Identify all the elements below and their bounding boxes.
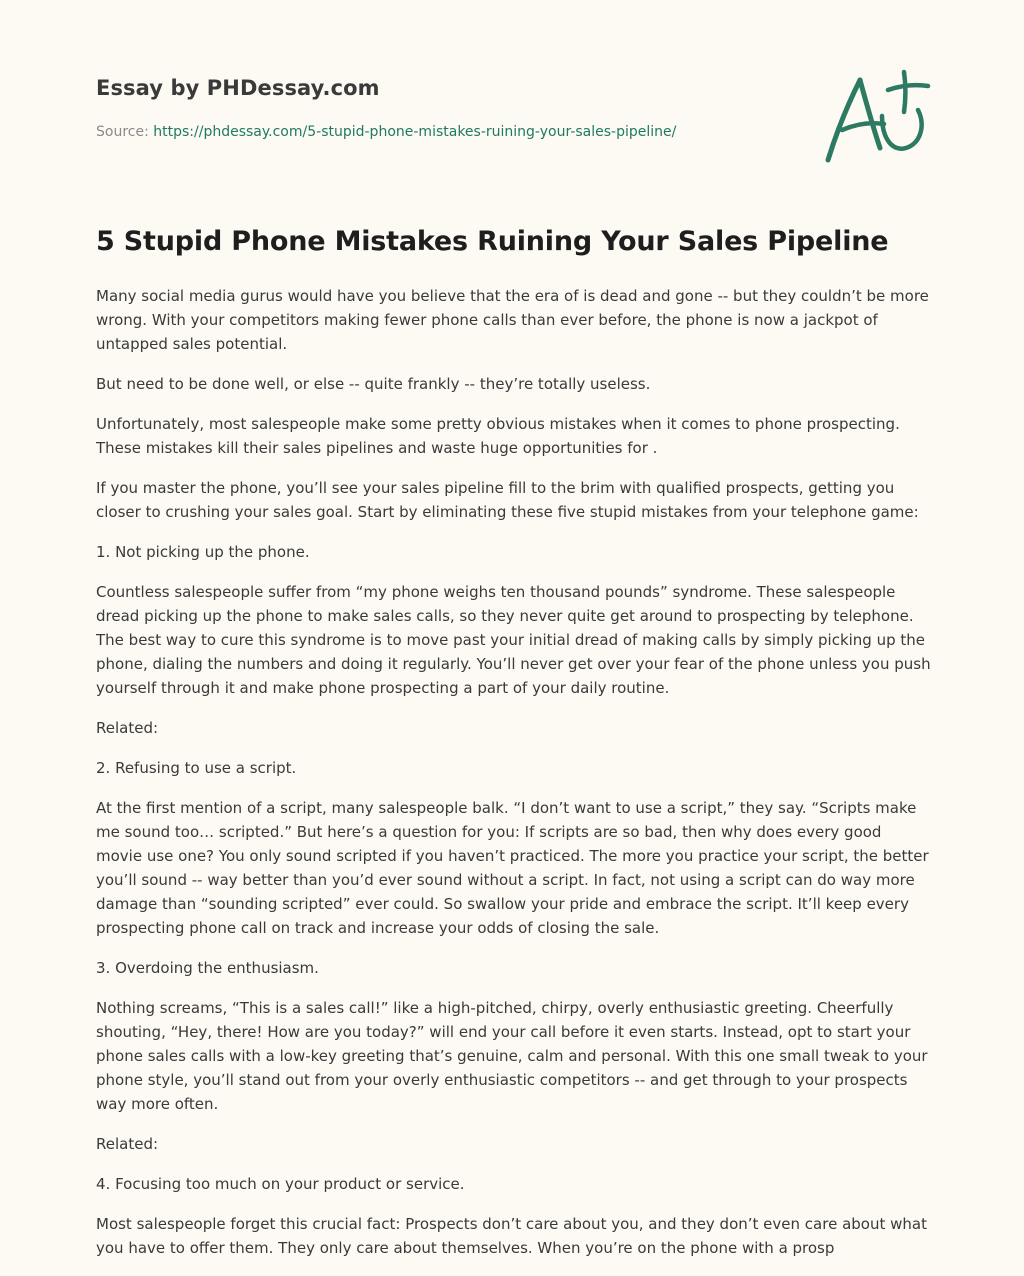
paragraph: At the first mention of a script, many salespeople balk. “I don’t want to use a script,” they say. “Scripts make me sound too… scripted.” But here’s a question for you: If scripts are so bad, then why does every good movie use one? You only sound scripted if you haven’t practiced. The more you practice your script, the better you’ll sound -- way better than you’d ever sound without a script. In fact, not using a script can do way more damage than “sounding scripted” ever could. So swallow your pride and embrace the script. It’ll keep every prospecting phone call on track and increase your odds of closing the sale. xyxy=(96,799,929,937)
section-heading: 4. Focusing too much on your product or service. xyxy=(96,1175,465,1193)
paragraph: Many social media gurus would have you believe that the era of is dead and gone -- but they couldn’t be more wrong. With your competitors making fewer phone calls than ever before, the phone is now a jackpot of untapped sales potential. xyxy=(96,287,929,353)
related-label: Related: xyxy=(96,719,159,737)
related-label: Related: xyxy=(96,1135,159,1153)
paragraph: Countless salespeople suffer from “my phone weighs ten thousand pounds” syndrome. These salespeople dread picking up the phone to make sales calls, so they never quite get around to prospecting by telephone. The best way to cure this syndrome is to move past your initial dread of making calls by simply picking up the phone, dialing the numbers and doing it regularly. You’ll never get over your fear of the phone unless you push yourself through it and make phone prospecting a part of your daily routine. xyxy=(96,583,931,697)
source-label: Source: xyxy=(96,124,149,140)
article-title: 5 Stupid Phone Mistakes Ruining Your Sales Pipeline xyxy=(96,226,889,257)
paragraph: Unfortunately, most salespeople make some pretty obvious mistakes when it comes to phone prospecting. These mistakes kill their sales pipelines and waste huge opportunities for . xyxy=(96,415,900,457)
section-heading: 2. Refusing to use a script. xyxy=(96,759,297,777)
source-link[interactable]: https://phdessay.com/5-stupid-phone-mistakes-ruining-your-sales-pipeline/ xyxy=(153,124,677,140)
article-body xyxy=(96,284,932,1276)
page-header xyxy=(96,0,930,200)
paragraph: Nothing screams, “This is a sales call!” like a high-pitched, chirpy, overly enthusiastic greeting. Cheerfully shouting, “Hey, there! How are you today?” will end your call before it even starts. Instead, opt to start your phone sales calls with a low-key greeting that’s genuine, calm and personal. With this one small tweak to your phone style, you’ll stand out from your overly enthusiastic competitors -- and get through to your prospects way more often. xyxy=(96,999,928,1113)
paragraph: Most salespeople forget this crucial fact: Prospects don’t care about you, and they don’t even care about what you have to offer them. They only care about themselves. When you’re on the phone with a prosp xyxy=(96,1215,927,1257)
paragraph: If you master the phone, you’ll see your sales pipeline fill to the brim with qualified prospects, getting you closer to crushing your sales goal. Start by eliminating these five stupid mistakes from your telephone game: xyxy=(96,479,919,521)
paragraph: But need to be done well, or else -- quite frankly -- they’re totally useless. xyxy=(96,375,651,393)
section-heading: 3. Overdoing the enthusiasm. xyxy=(96,959,319,977)
a-plus-logo-icon xyxy=(822,64,932,168)
source-line xyxy=(96,124,676,140)
section-heading: 1. Not picking up the phone. xyxy=(96,543,310,561)
site-brand: Essay by PHDessay.com xyxy=(96,76,380,100)
